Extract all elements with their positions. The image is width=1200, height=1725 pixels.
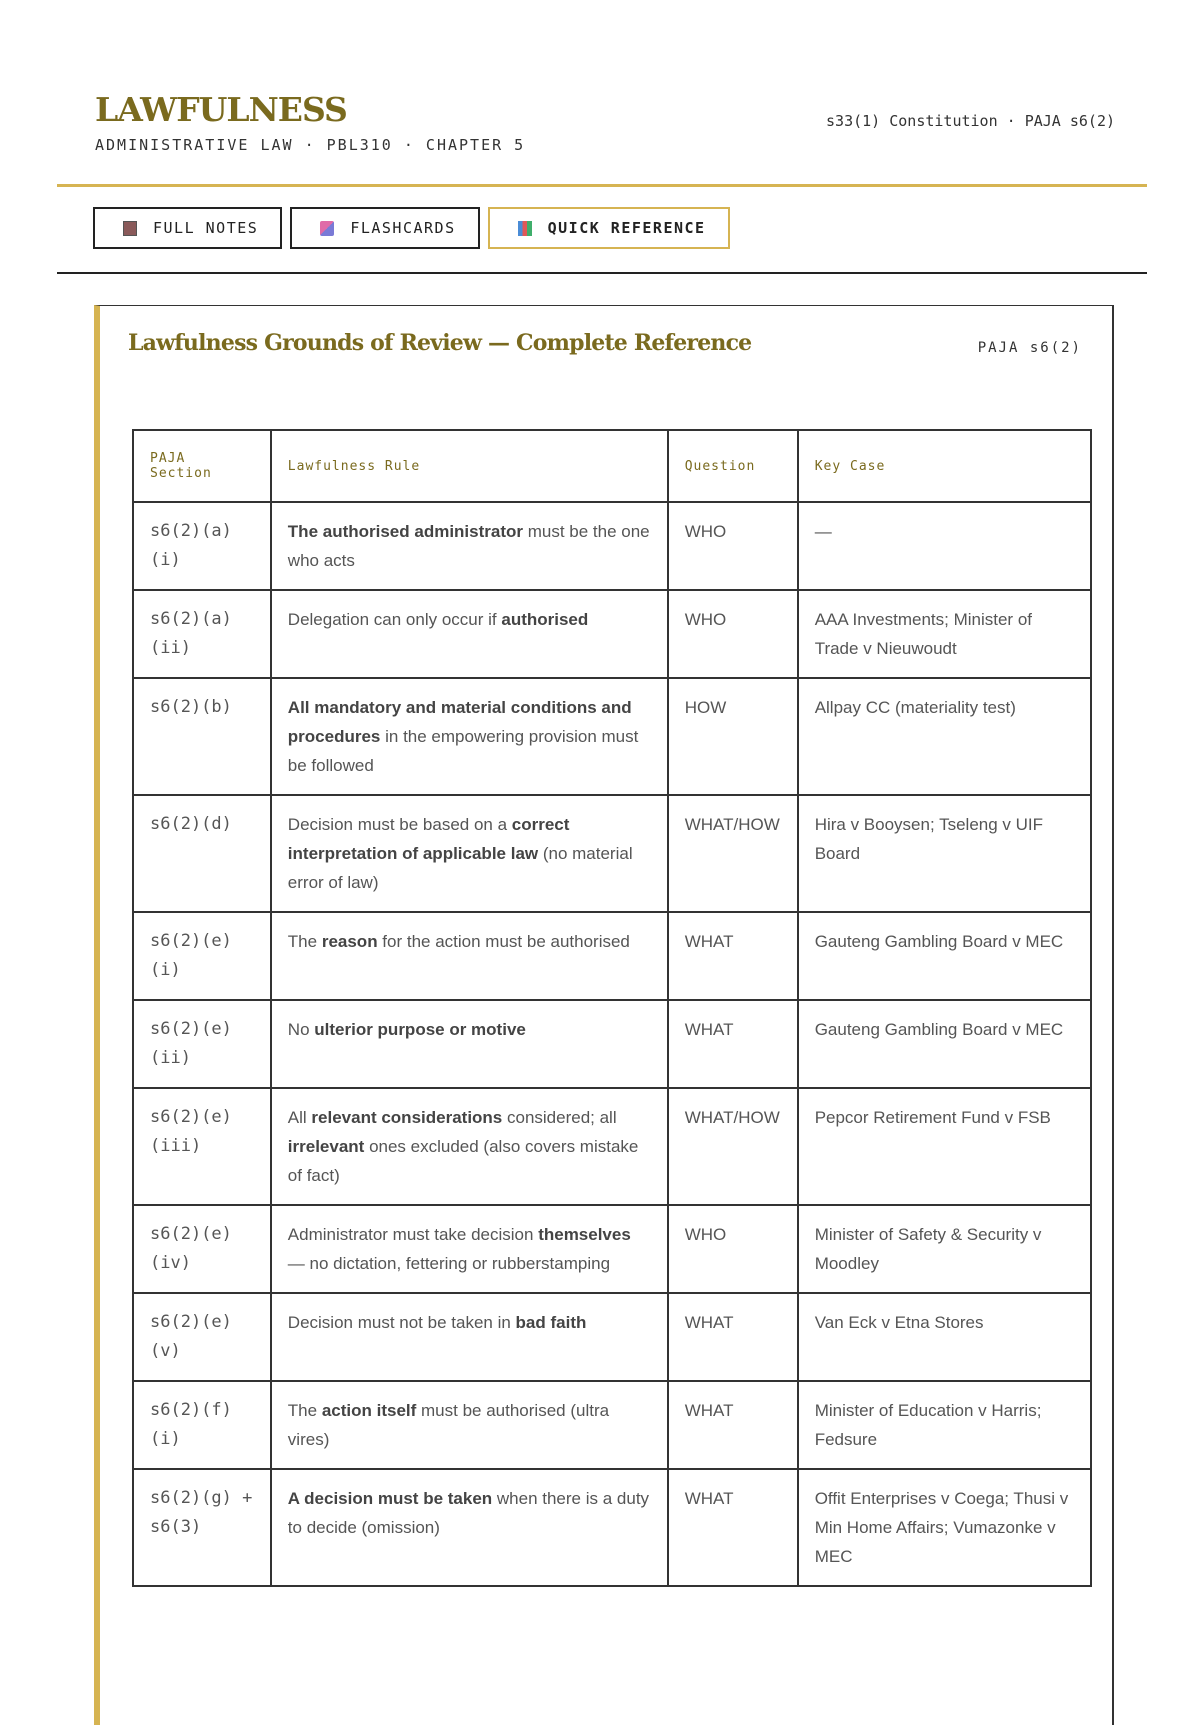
rule-emphasis: bad faith [515, 1313, 587, 1332]
table-row [133, 1293, 1091, 1381]
cell-question: WHAT [668, 1381, 798, 1469]
header-reference: s33(1) Constitution · PAJA s6(2) [826, 112, 1115, 130]
cell-section: s6(2)(d) [133, 795, 271, 912]
rule-emphasis: themselves [538, 1225, 631, 1244]
table-row [133, 1088, 1091, 1205]
tab-label: FULL NOTES [153, 219, 259, 237]
rule-emphasis: action itself [321, 1401, 417, 1420]
header-section: PAJA Section [133, 430, 271, 502]
rule-text: must be the one who acts [287, 522, 650, 570]
table-row [133, 1381, 1091, 1469]
cell-section: s6(2)(e)(v) [133, 1293, 271, 1381]
table-row [133, 678, 1091, 795]
table-row [133, 1469, 1091, 1586]
cell-question: WHO [668, 590, 798, 678]
cell-key-case: Allpay CC (materiality test) [798, 678, 1091, 795]
rule-text: The [287, 932, 322, 951]
tabs-divider [57, 272, 1147, 274]
table-row [133, 590, 1091, 678]
rule-emphasis: correct interpretation of applicable law [287, 815, 570, 863]
table-row [133, 1205, 1091, 1293]
cell-rule [271, 1469, 668, 1586]
cell-question: WHAT/HOW [668, 795, 798, 912]
rule-emphasis: The authorised administrator [287, 522, 523, 541]
cell-section: s6(2)(f)(i) [133, 1381, 271, 1469]
rule-text: (no material error of law) [287, 844, 633, 892]
cell-rule [271, 1381, 668, 1469]
cell-section: s6(2)(e)(iv) [133, 1205, 271, 1293]
cell-rule [271, 1293, 668, 1381]
cell-rule [271, 678, 668, 795]
table-row [133, 795, 1091, 912]
rule-emphasis: All mandatory and material conditions and procedures [287, 698, 632, 746]
rule-emphasis: authorised [501, 610, 589, 629]
rule-emphasis: ulterior purpose or motive [314, 1020, 526, 1039]
cell-key-case: Minister of Education v Harris; Fedsure [798, 1381, 1091, 1469]
chart-icon [518, 221, 532, 236]
cell-rule [271, 1205, 668, 1293]
cell-key-case: Pepcor Retirement Fund v FSB [798, 1088, 1091, 1205]
cell-key-case: Hira v Booysen; Tseleng v UIF Board [798, 795, 1091, 912]
cell-rule [271, 1000, 668, 1088]
rule-text: Decision must be based on a [287, 815, 512, 834]
cell-rule [271, 795, 668, 912]
rule-emphasis: relevant considerations [311, 1108, 503, 1127]
cell-rule [271, 912, 668, 1000]
card-header [100, 306, 1112, 386]
reference-card [94, 305, 1114, 1725]
rule-text: No [287, 1020, 315, 1039]
cards-icon [320, 221, 334, 236]
cell-question: WHO [668, 502, 798, 590]
cell-question: WHAT [668, 912, 798, 1000]
header-divider [57, 184, 1147, 187]
table-row [133, 502, 1091, 590]
cell-section: s6(2)(g) + s6(3) [133, 1469, 271, 1586]
card-title: Lawfulness Grounds of Review — Complete Reference [128, 330, 752, 356]
cell-key-case: AAA Investments; Minister of Trade v Nieuwoudt [798, 590, 1091, 678]
card-reference: PAJA s6(2) [977, 340, 1082, 356]
table-row [133, 912, 1091, 1000]
cell-section: s6(2)(a)(i) [133, 502, 271, 590]
cell-section: s6(2)(b) [133, 678, 271, 795]
rule-text: The [287, 1401, 322, 1420]
tab-flashcards[interactable] [290, 207, 479, 249]
cell-question: WHO [668, 1205, 798, 1293]
table-row [133, 1000, 1091, 1088]
rule-text: Delegation can only occur if [287, 610, 502, 629]
cell-question: WHAT [668, 1293, 798, 1381]
cell-section: s6(2)(e)(iii) [133, 1088, 271, 1205]
cell-rule [271, 502, 668, 590]
page-header [95, 88, 1115, 154]
tab-quick-reference[interactable] [488, 207, 730, 249]
table-header-row [133, 430, 1091, 502]
cell-rule [271, 590, 668, 678]
cell-question: WHAT/HOW [668, 1088, 798, 1205]
notebook-icon [123, 221, 137, 236]
header-case: Key Case [798, 430, 1091, 502]
rule-text: for the action must be authorised [377, 932, 630, 951]
rule-text: Administrator must take decision [287, 1225, 539, 1244]
tab-label: QUICK REFERENCE [547, 219, 706, 237]
rule-text: — no dictation, fettering or rubberstamping [287, 1254, 611, 1273]
page-subtitle: ADMINISTRATIVE LAW · PBL310 · CHAPTER 5 [95, 136, 526, 154]
cell-key-case: Offit Enterprises v Coega; Thusi v Min Home Affairs; Vumazonke v MEC [798, 1469, 1091, 1586]
rule-text: in the empowering provision must be followed [287, 727, 639, 775]
rule-text: Decision must not be taken in [287, 1313, 516, 1332]
page-title: LAWFULNESS [95, 90, 347, 129]
cell-key-case: Gauteng Gambling Board v MEC [798, 912, 1091, 1000]
tab-bar [93, 207, 730, 249]
rule-text: must be authorised (ultra vires) [287, 1401, 610, 1449]
rule-text: considered; all [502, 1108, 617, 1127]
cell-key-case: Van Eck v Etna Stores [798, 1293, 1091, 1381]
cell-section: s6(2)(a)(ii) [133, 590, 271, 678]
rule-emphasis: A decision must be taken [287, 1489, 493, 1508]
cell-section: s6(2)(e)(i) [133, 912, 271, 1000]
cell-question: HOW [668, 678, 798, 795]
cell-section: s6(2)(e)(ii) [133, 1000, 271, 1088]
cell-rule [271, 1088, 668, 1205]
tab-full-notes[interactable] [93, 207, 282, 249]
rule-text: when there is a duty to decide (omission) [287, 1489, 650, 1537]
cell-key-case: Minister of Safety & Security v Moodley [798, 1205, 1091, 1293]
header-question: Question [668, 430, 798, 502]
tab-label: FLASHCARDS [350, 219, 456, 237]
rule-text: All [287, 1108, 312, 1127]
cell-question: WHAT [668, 1469, 798, 1586]
rule-text: ones excluded (also covers mistake of fact) [287, 1137, 639, 1185]
cell-key-case: Gauteng Gambling Board v MEC [798, 1000, 1091, 1088]
rule-emphasis: reason [321, 932, 378, 951]
rule-emphasis: irrelevant [287, 1137, 365, 1156]
lawfulness-table [132, 429, 1092, 1587]
header-rule: Lawfulness Rule [271, 430, 668, 502]
cell-question: WHAT [668, 1000, 798, 1088]
cell-key-case: — [798, 502, 1091, 590]
